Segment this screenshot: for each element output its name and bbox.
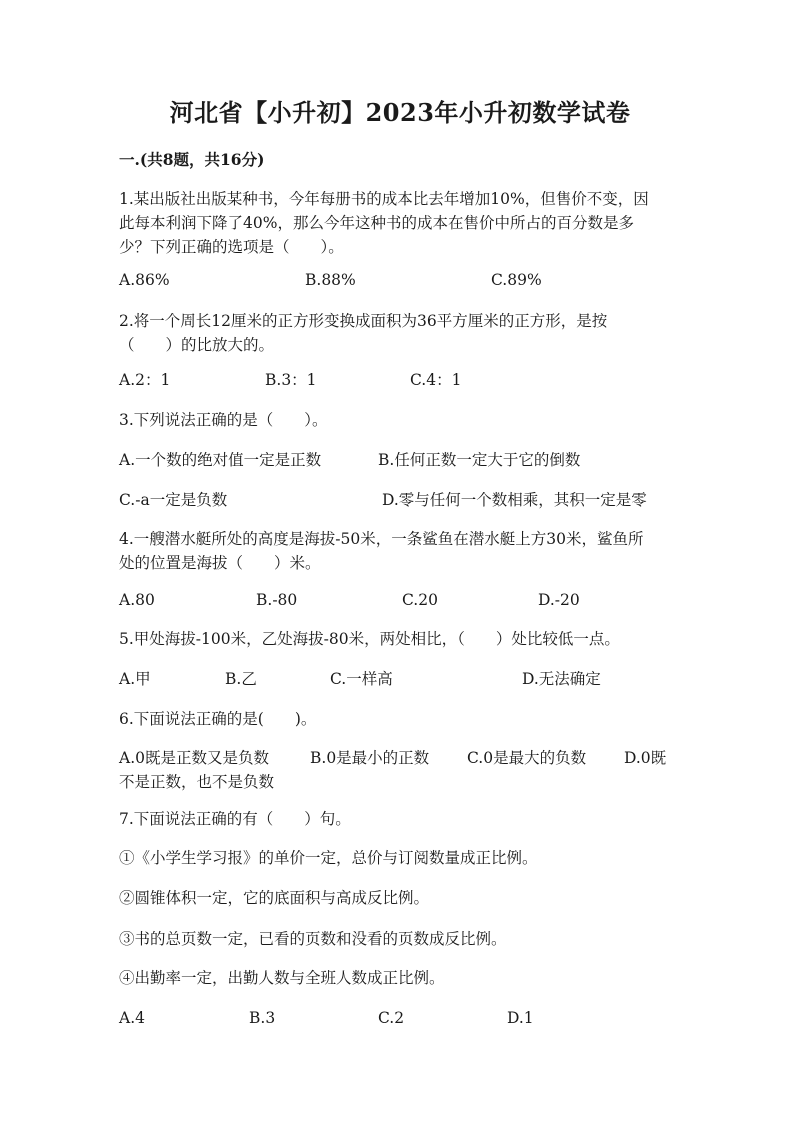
q1-option-c: C.89% (491, 271, 542, 289)
q4-option-d: D.-20 (538, 591, 580, 609)
q3-option-c: C.-a一定是负数 (119, 491, 228, 509)
q5-option-c: C.一样高 (330, 670, 393, 688)
q7-statement-1: ①《小学生学习报》的单价一定，总价与订阅数量成正比例。 (119, 849, 538, 867)
q1-option-b: B.88% (305, 271, 356, 289)
q4-option-a: A.80 (119, 591, 155, 609)
q7-statement-3: ③书的总页数一定，已看的页数和没看的页数成反比例。 (119, 930, 507, 948)
q4-option-c: C.20 (402, 591, 438, 609)
q2-line-1: 2.将一个周长12厘米的正方形变换成面积为36平方厘米的正方形，是按 (119, 312, 608, 330)
q7-statement-2: ②圆锥体积一定，它的底面积与高成反比例。 (119, 889, 430, 907)
q5-option-a: A.甲 (119, 670, 151, 688)
q7-line-1: 7.下面说法正确的有（ ）句。 (119, 810, 351, 828)
q1-option-a: A.86% (119, 271, 170, 289)
q6-option-a: A.0既是正数又是负数 (119, 749, 269, 767)
q4-option-b: B.-80 (256, 591, 298, 609)
q5-option-b: B.乙 (225, 670, 257, 688)
q7-option-c: C.2 (378, 1009, 405, 1027)
q7-option-d: D.1 (507, 1009, 534, 1027)
q2-option-a: A.2：1 (119, 371, 171, 389)
q7-option-a: A.4 (119, 1009, 145, 1027)
q6-option-c: C.0是最大的负数 (467, 749, 587, 767)
q5-line-1: 5.甲处海拔-100米，乙处海拔-80米，两处相比，（ ）处比较低一点。 (119, 630, 620, 648)
q7-option-b: B.3 (249, 1009, 276, 1027)
q1-line-2: 此每本利润下降了40%，那么今年这种书的成本在售价中所占的百分数是多 (119, 214, 634, 232)
q6-option-b: B.0是最小的正数 (310, 749, 430, 767)
q6-option-d: D.0既 (624, 749, 667, 767)
q6-line-1: 6.下面说法正确的是( )。 (119, 710, 317, 728)
q2-line-2: （ ）的比放大的。 (119, 336, 275, 354)
q4-line-1: 4.一艘潜水艇所处的高度是海拔-50米，一条鲨鱼在潜水艇上方30米，鲨鱼所 (119, 530, 644, 548)
q5-option-d: D.无法确定 (522, 670, 601, 688)
q6-option-d-cont: 不是正数，也不是负数 (119, 773, 275, 791)
q3-option-b: B.任何正数一定大于它的倒数 (378, 451, 581, 469)
q4-line-2: 处的位置是海拔（ ）米。 (119, 554, 321, 572)
page-title: 河北省【小升初】2023年小升初数学试卷 (169, 98, 631, 127)
q1-line-3: 少？下列正确的选项是（ ）。 (119, 238, 344, 256)
q2-option-c: C.4：1 (410, 371, 462, 389)
q7-statement-4: ④出勤率一定，出勤人数与全班人数成正比例。 (119, 969, 445, 987)
q2-option-b: B.3：1 (265, 371, 317, 389)
section-heading: 一.(共8题，共16分) (119, 150, 265, 169)
q3-line-1: 3.下列说法正确的是（ ）。 (119, 411, 328, 429)
q3-option-a: A.一个数的绝对值一定是正数 (119, 451, 322, 469)
q1-line-1: 1.某出版社出版某种书，今年每册书的成本比去年增加10%，但售价不变，因 (119, 190, 649, 208)
q3-option-d: D.零与任何一个数相乘，其积一定是零 (382, 491, 647, 509)
